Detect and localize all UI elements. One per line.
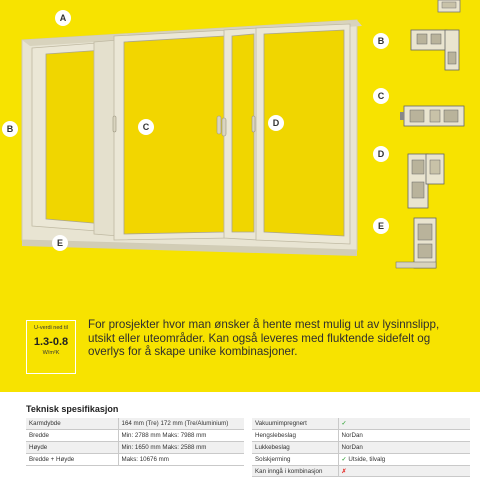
spec-key: Kan inngå i kombinasjon: [252, 465, 338, 477]
spec-value: NorDan: [338, 430, 470, 442]
table-row: [26, 418, 244, 430]
table-row: [26, 430, 244, 442]
spec-value: ✓: [338, 418, 470, 430]
table-row: [252, 442, 470, 454]
table-row: [252, 418, 470, 430]
u-value-number: 1.3-0.8: [33, 336, 69, 348]
table-row: [252, 465, 470, 477]
profile-marker-c: C: [373, 88, 389, 104]
u-value-box: [26, 320, 76, 374]
profile-detail-e: [392, 214, 452, 274]
profile-detail-b: [405, 26, 465, 76]
spec-value: Min: 1650 mm Maks: 2588 mm: [118, 442, 244, 454]
spec-key: Lukkebeslag: [252, 442, 338, 454]
product-description: For prosjekter hvor man ønsker å hente mest mulig ut av lysinnslipp, utsikt eller uteområder. Kan også leveres med fluktende sidefelt og overlys for å skape unike kombinasjoner.: [88, 318, 440, 359]
spec-key: Høyde: [26, 442, 118, 454]
marker-e: E: [52, 235, 68, 251]
u-value-label: U-verdi ned til: [34, 325, 68, 331]
table-row: [252, 453, 470, 465]
spec-value: NorDan: [338, 442, 470, 454]
profile-marker-e: E: [373, 218, 389, 234]
marker-d: D: [268, 115, 284, 131]
profile-detail-a: [428, 0, 468, 18]
spec-value: [338, 453, 470, 465]
spec-key: Bredde: [26, 430, 118, 442]
spec-value: Min: 2788 mm Maks: 7988 mm: [118, 430, 244, 442]
spec-value-note: Utside, tilvalg: [346, 455, 386, 463]
spec-value: 164 mm (Tre) 172 mm (Tre/Aluminium): [118, 418, 244, 430]
marker-b: B: [2, 121, 18, 137]
spec-key: Karmdybde: [26, 418, 118, 430]
spec-key: Vakuumimpregnert: [252, 418, 338, 430]
profile-marker-d: D: [373, 146, 389, 162]
check-icon: ✓: [341, 455, 347, 463]
spec-table-right: [252, 418, 470, 477]
spec-table-left: [26, 418, 244, 466]
spec-value: Maks: 10676 mm: [118, 453, 244, 465]
u-value-unit: W/m²K: [42, 350, 60, 356]
profile-detail-c: [400, 98, 470, 134]
table-row: [252, 430, 470, 442]
profile-marker-b: B: [373, 33, 389, 49]
profile-detail-d: [400, 150, 450, 212]
spec-key: Hengslebeslag: [252, 430, 338, 442]
table-row: [26, 442, 244, 454]
marker-c: C: [138, 119, 154, 135]
spec-key: Bredde + Høyde: [26, 453, 118, 465]
spec-key: Solskjerming: [252, 453, 338, 465]
table-row: [26, 453, 244, 465]
spec-value: ✗: [338, 465, 470, 477]
marker-a: A: [55, 10, 71, 26]
spec-title: Teknisk spesifikasjon: [26, 404, 119, 414]
